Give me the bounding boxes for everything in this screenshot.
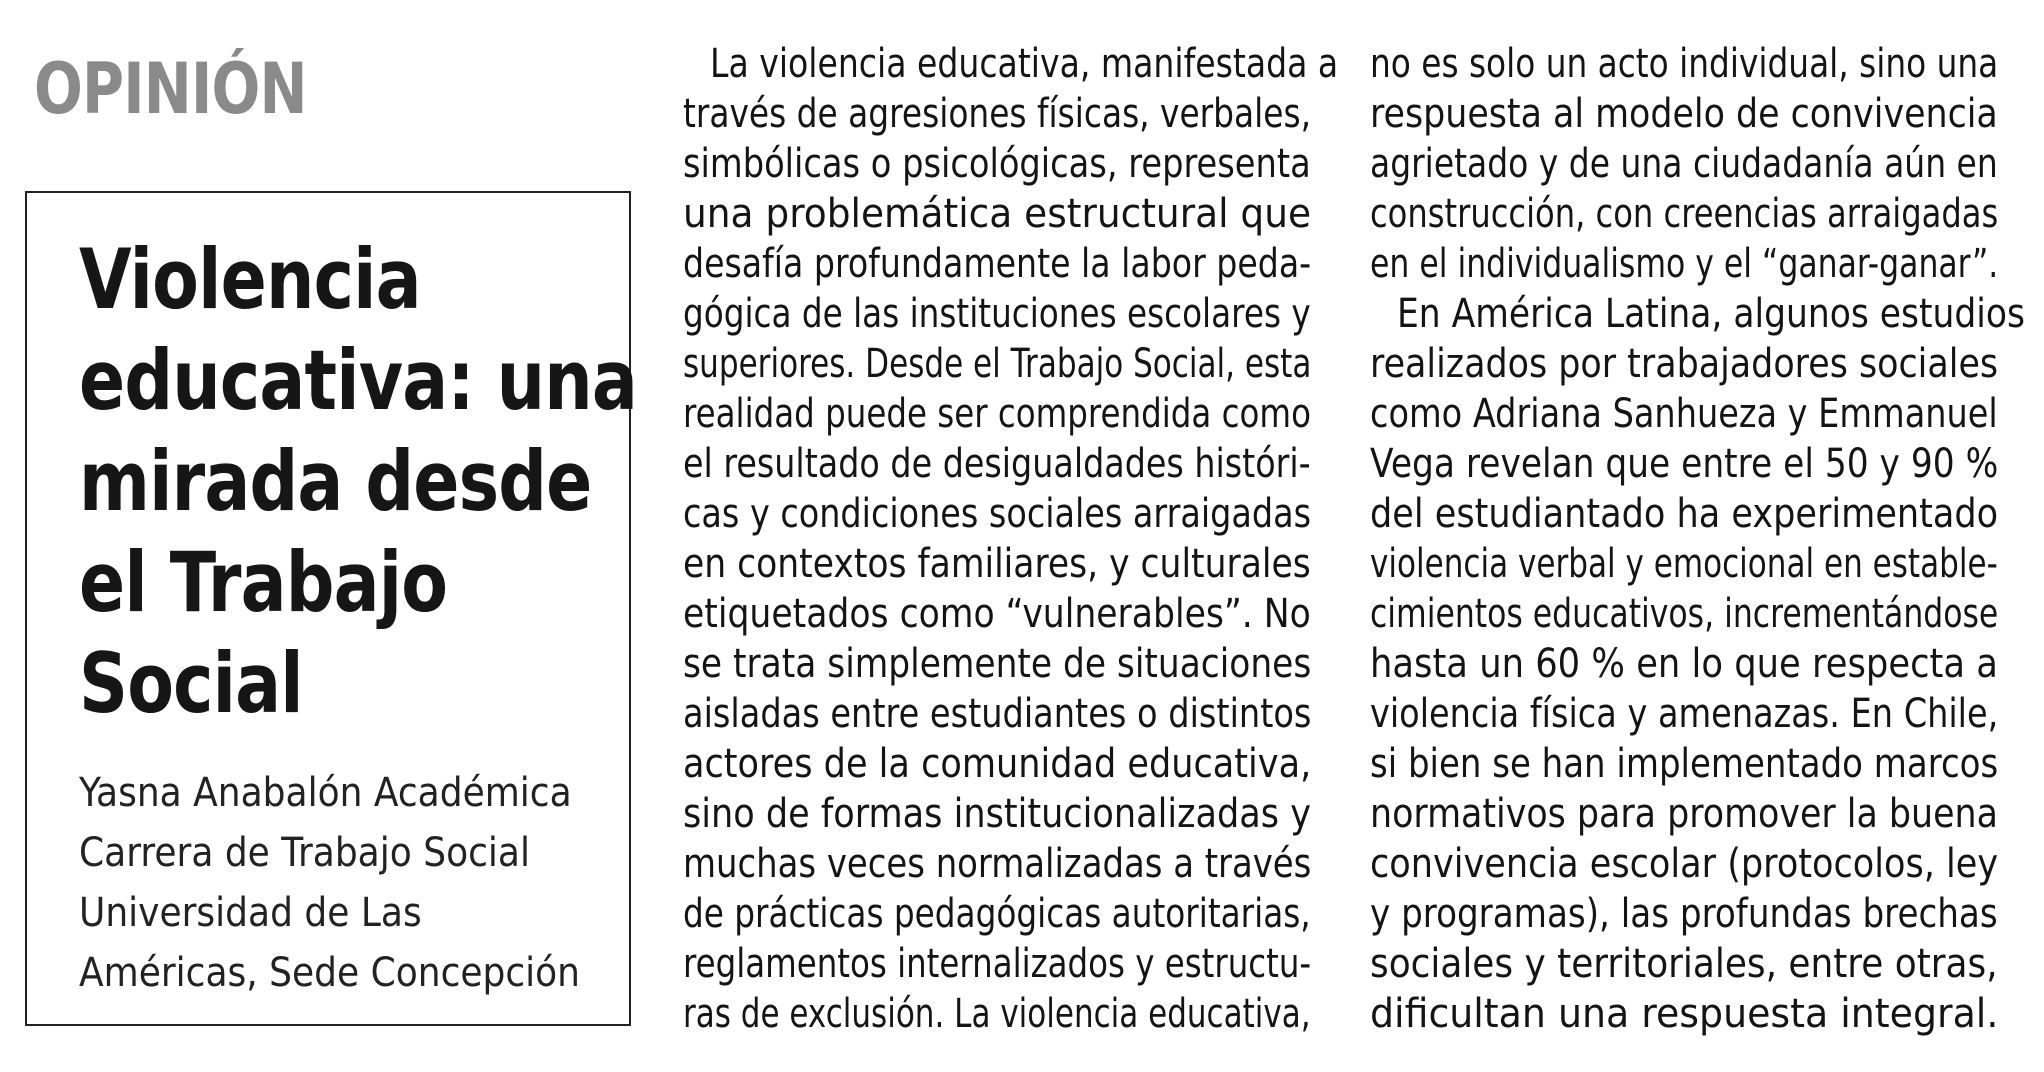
body-column-2 [1370, 39, 2044, 1039]
headline-line: Violencia [79, 231, 421, 328]
body-line: violencia verbal y emocional en estable- [1370, 541, 1998, 587]
body-line: dificultan una respuesta integral. [1370, 991, 1999, 1037]
byline-line: Yasna Anabalón Académica [79, 770, 572, 816]
headline-line: educativa: una [79, 332, 638, 429]
body-line: desafía profundamente la labor peda- [683, 241, 1312, 287]
body-line: Vega revelan que entre el 50 y 90 % [1370, 441, 1999, 487]
body-line: sino de formas institucionalizadas y [683, 791, 1311, 837]
body-line: través de agresiones físicas, verbales, [683, 91, 1312, 137]
body-line: respuesta al modelo de convivencia [1370, 91, 1998, 137]
body-line: normativos para promover la buena [1370, 791, 1998, 837]
headline-line: el Trabajo [79, 534, 448, 631]
body-line: el resultado de desigualdades históri- [683, 441, 1311, 487]
body-line: simbólicas o psicológicas, representa [683, 141, 1311, 187]
article-headline [79, 229, 637, 734]
body-line: La violencia educativa, manifestada a [710, 41, 1339, 87]
byline-line: Carrera de Trabajo Social [79, 830, 530, 876]
body-line: aisladas entre estudiantes o distintos [683, 691, 1312, 737]
section-label: OPINIÓN [34, 48, 307, 130]
headline-box [25, 191, 638, 1026]
body-line: agrietado y de una ciudadanía aún en [1370, 141, 1998, 187]
body-line: superiores. Desde el Trabajo Social, esta [683, 341, 1312, 387]
body-line: realizados por trabajadores sociales [1370, 341, 1999, 387]
body-line: del estudiantado ha experimentado [1370, 491, 1999, 537]
body-line: no es solo un acto individual, sino una [1370, 41, 1999, 87]
body-line: si bien se han implementado marcos [1370, 741, 1999, 787]
byline-line: Américas, Sede Concepción [79, 950, 581, 996]
body-line: en el individualismo y el “ganar-ganar”. [1370, 241, 1999, 287]
body-line: cimientos educativos, incrementándose [1370, 591, 1999, 637]
body-line: de prácticas pedagógicas autoritarias, [683, 891, 1311, 937]
body-line: una problemática estructural que [683, 191, 1312, 237]
body-line: como Adriana Sanhueza y Emmanuel [1370, 391, 1998, 437]
author-byline [79, 763, 580, 1003]
body-line: muchas veces normalizadas a través [683, 841, 1312, 887]
body-line: violencia física y amenazas. En Chile, [1370, 691, 1999, 737]
body-line: realidad puede ser comprendida como [683, 391, 1311, 437]
body-line: se trata simplemente de situaciones [683, 641, 1312, 687]
body-line: actores de la comunidad educativa, [683, 741, 1312, 787]
byline-line: Universidad de Las [79, 890, 422, 936]
body-line: En América Latina, algunos estudios [1397, 291, 2025, 337]
body-line: cas y condiciones sociales arraigadas [683, 491, 1312, 537]
body-line: construcción, con creencias arraigadas [1370, 191, 1999, 237]
body-line: hasta un 60 % en lo que respecta a [1370, 641, 1998, 687]
body-line: ras de exclusión. La violencia educativa, [683, 991, 1311, 1037]
body-line: en contextos familiares, y culturales [683, 541, 1311, 587]
body-line: gógica de las instituciones escolares y [683, 291, 1311, 337]
body-line: etiquetados como “vulnerables”. No [683, 591, 1311, 637]
body-line: sociales y territoriales, entre otras, [1370, 941, 1998, 987]
body-line: convivencia escolar (protocolos, ley [1370, 841, 1999, 887]
headline-line: mirada desde [79, 433, 592, 530]
body-line: y programas), las profundas brechas [1370, 891, 1998, 937]
body-line: reglamentos internalizados y estructu- [683, 941, 1312, 987]
headline-line: Social [79, 635, 303, 732]
